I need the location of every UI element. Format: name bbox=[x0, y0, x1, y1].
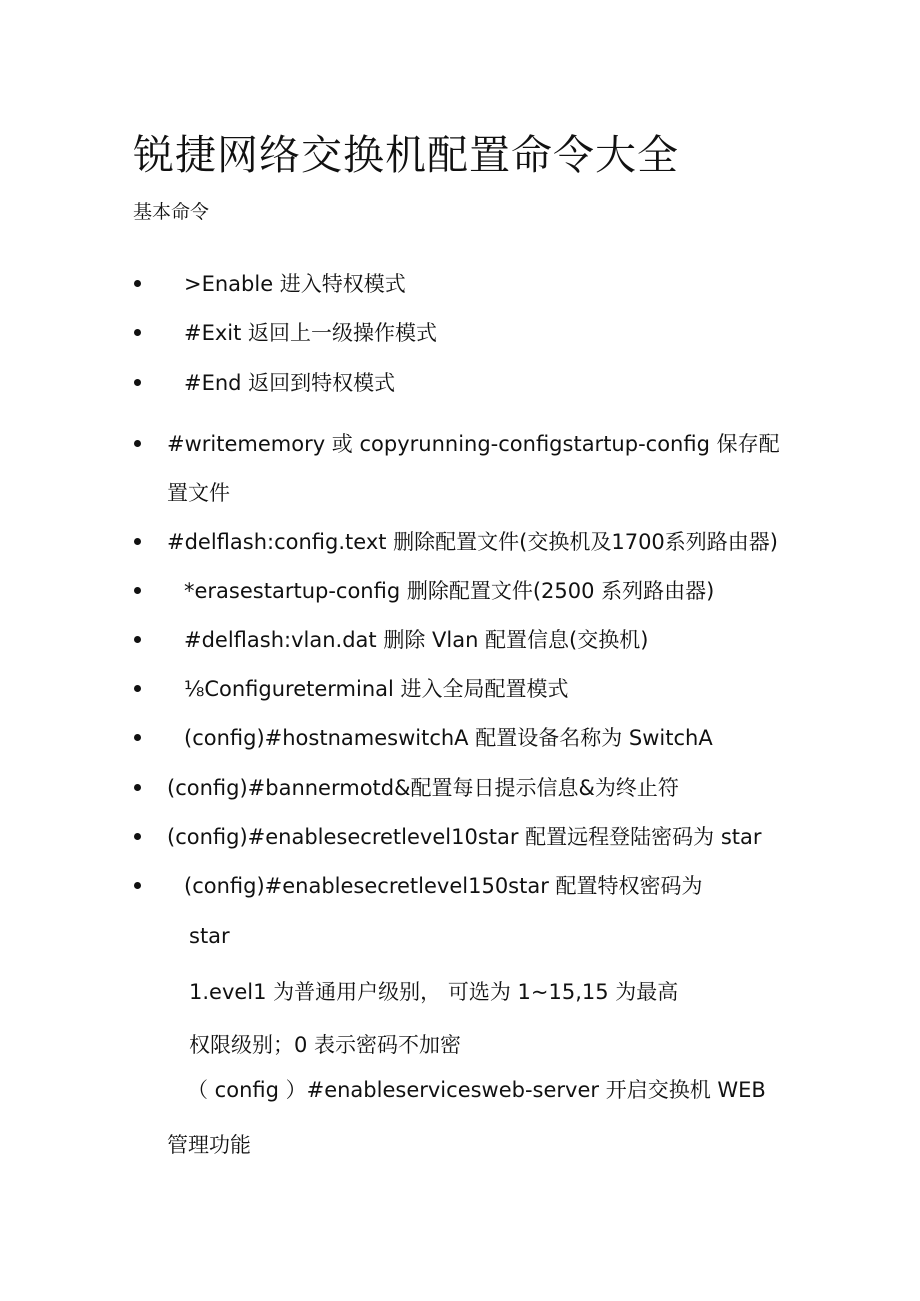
bullet-icon bbox=[134, 833, 141, 840]
list-item bbox=[0, 870, 920, 904]
bullet-icon bbox=[134, 882, 141, 889]
list-item bbox=[0, 821, 920, 855]
list-item-text: #delflash:config.text 删除配置文件(交换机及1700系列路由器) bbox=[167, 530, 778, 554]
bullet-icon bbox=[134, 587, 141, 594]
list-item-text: #delflash:vlan.dat 删除 Vlan 配置信息(交换机) bbox=[184, 628, 649, 652]
level-note-line-1: 1.evel1 为普通用户级别， 可选为 1~15,15 为最高 bbox=[189, 980, 679, 1004]
list-item-text: (config)#enablesecretlevel10star 配置远程登陆密码为 star bbox=[167, 825, 762, 849]
list-item-text: *erasestartup-config 删除配置文件(2500 系列路由器) bbox=[184, 579, 715, 603]
bullet-icon bbox=[134, 329, 141, 336]
list-item bbox=[0, 428, 920, 462]
list-item-text: (config)#bannermotd&配置每日提示信息&为终止符 bbox=[167, 776, 679, 800]
list-item-text: (config)#enablesecretlevel150star 配置特权密码为 bbox=[184, 874, 703, 898]
list-item bbox=[0, 624, 920, 658]
list-item-text: #writememory 或 copyrunning-configstartup-config 保存配 bbox=[167, 432, 780, 456]
web-server-command: （ config ）#enableservicesweb-server 开启交换机 WEB bbox=[187, 1078, 766, 1102]
bullet-icon bbox=[134, 280, 141, 287]
list-item bbox=[0, 772, 920, 806]
section-heading: 基本命令 bbox=[133, 201, 210, 223]
web-server-continuation: 管理功能 bbox=[167, 1133, 251, 1157]
document-title: 锐捷网络交换机配置命令大全 bbox=[133, 131, 679, 179]
list-item bbox=[0, 317, 920, 351]
bullet-icon bbox=[134, 685, 141, 692]
list-item bbox=[0, 268, 920, 302]
bullet-icon bbox=[134, 538, 141, 545]
list-item-text: ⅛Configureterminal 进入全局配置模式 bbox=[184, 677, 569, 701]
bullet-icon bbox=[134, 784, 141, 791]
list-item-continuation: 置文件 bbox=[167, 481, 230, 505]
list-item-text: >Enable 进入特权模式 bbox=[184, 272, 406, 296]
level-note-line-2: 权限级别；0 表示密码不加密 bbox=[189, 1033, 462, 1057]
list-item-text: #Exit 返回上一级操作模式 bbox=[184, 321, 438, 345]
bullet-icon bbox=[134, 734, 141, 741]
bullet-icon bbox=[134, 636, 141, 643]
list-item bbox=[0, 526, 920, 560]
list-item-continuation: star bbox=[189, 924, 230, 948]
bullet-icon bbox=[134, 440, 141, 447]
list-item bbox=[0, 575, 920, 609]
bullet-icon bbox=[134, 379, 141, 386]
list-item-text: (config)#hostnameswitchA 配置设备名称为 SwitchA bbox=[184, 726, 713, 750]
list-item bbox=[0, 673, 920, 707]
list-item-text: #End 返回到特权模式 bbox=[184, 371, 396, 395]
list-item bbox=[0, 722, 920, 756]
list-item bbox=[0, 367, 920, 401]
